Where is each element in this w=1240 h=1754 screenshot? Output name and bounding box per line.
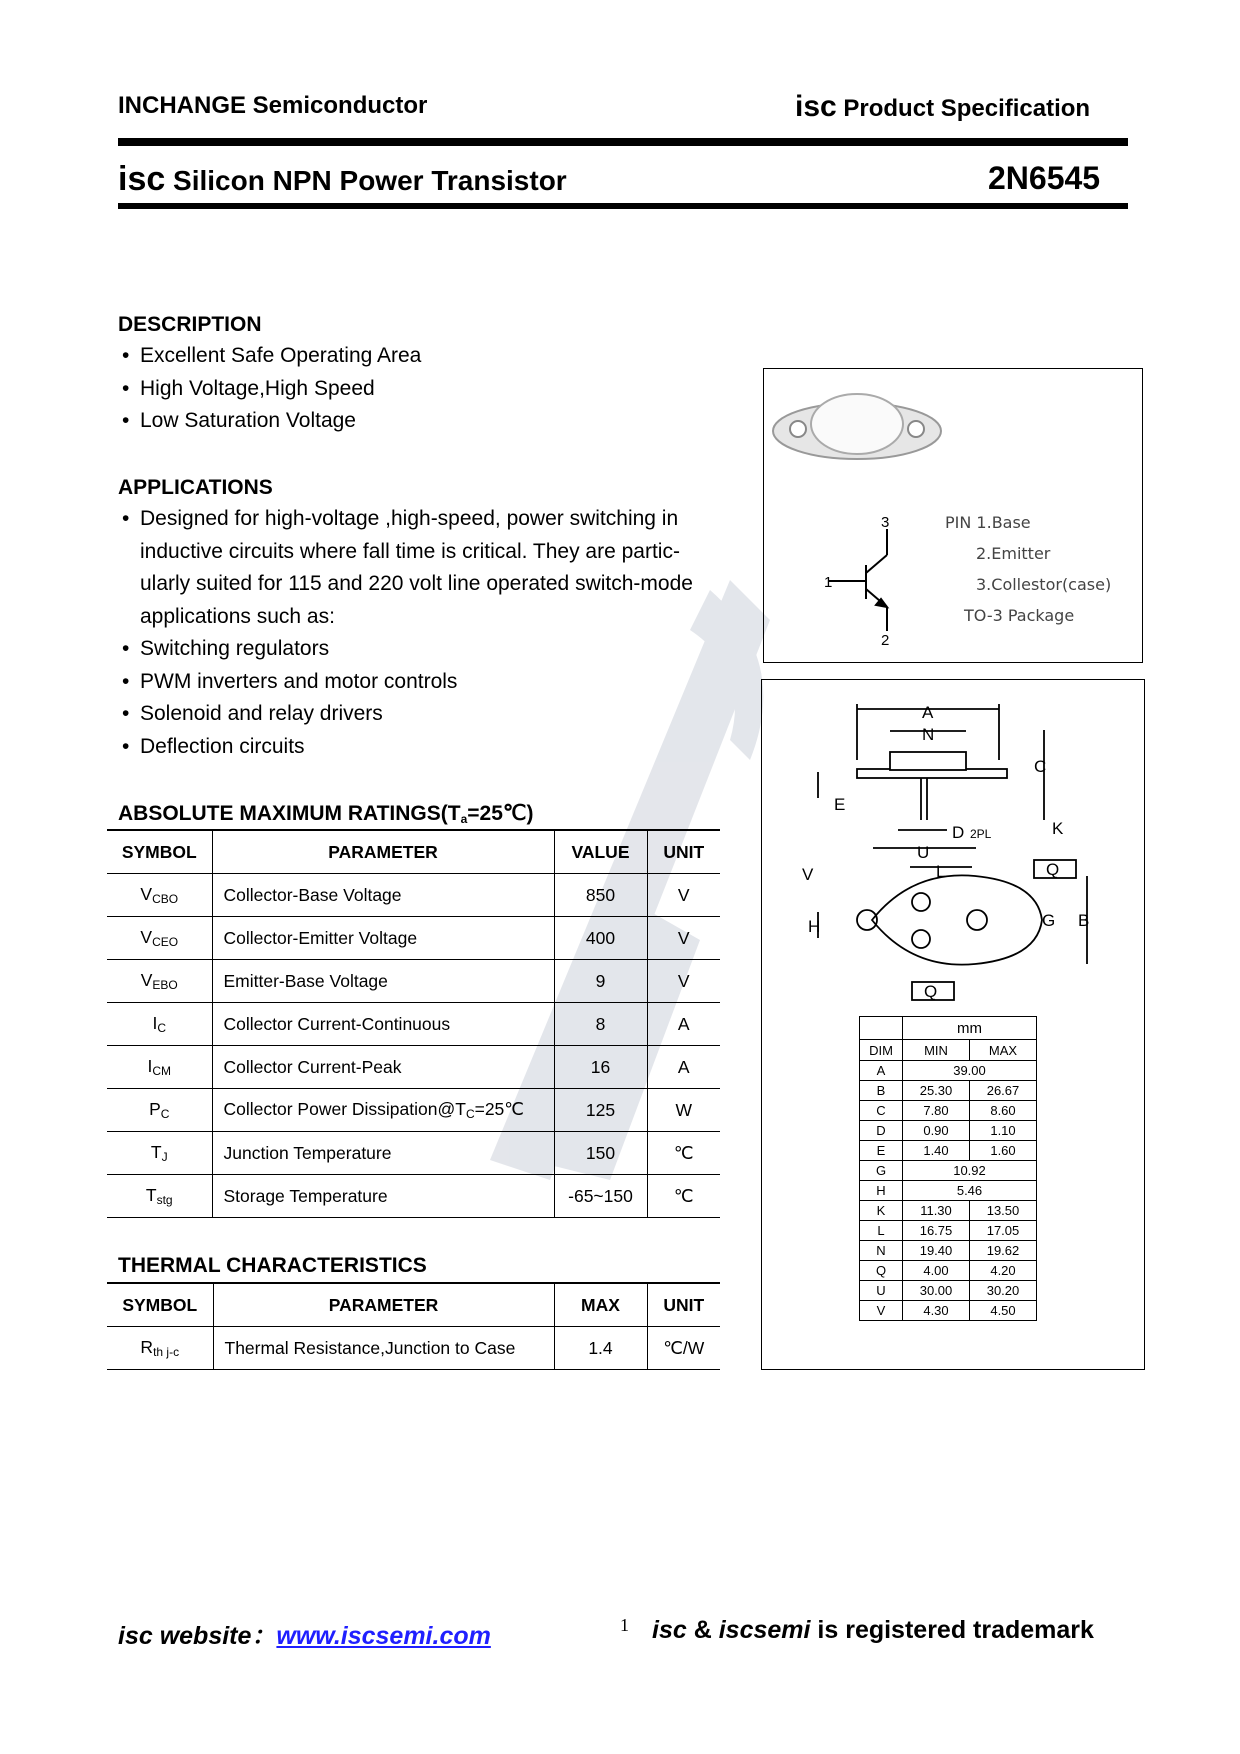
table-row xyxy=(107,1003,720,1046)
value-cell: 850 xyxy=(554,874,647,917)
applications-list xyxy=(118,503,748,763)
value-cell: 16 xyxy=(554,1046,647,1089)
isc-mark: isc xyxy=(118,160,166,198)
footer-website xyxy=(118,1616,491,1652)
dim-cell: Q xyxy=(860,1261,903,1281)
parameter-cell: Collector-Emitter Voltage xyxy=(212,917,554,960)
description-heading: DESCRIPTION xyxy=(118,313,262,336)
dim-min-cell: 11.30 xyxy=(903,1201,970,1221)
list-item-cont: ularly suited for 115 and 220 volt line operated switch-mode xyxy=(140,572,693,595)
dimension-row xyxy=(860,1221,1037,1241)
package-label: TO-3 Package xyxy=(964,606,1075,625)
dim-min-cell: 16.75 xyxy=(903,1221,970,1241)
dimension-row xyxy=(860,1281,1037,1301)
dim-label-b: B xyxy=(1078,911,1090,930)
table-row xyxy=(107,874,720,917)
unit-cell: ℃ xyxy=(647,1132,720,1175)
symbol-sub: C xyxy=(157,1021,167,1035)
symbol-cell xyxy=(107,917,212,960)
list-item: • High Voltage,High Speed xyxy=(118,373,718,406)
dim-label-q-top: Q xyxy=(1046,860,1060,879)
symbol: T xyxy=(145,1185,157,1205)
page-number: 1 xyxy=(620,1615,629,1635)
unit-cell: ℃ xyxy=(647,1175,720,1218)
table-row xyxy=(107,1046,720,1089)
symbol-cell xyxy=(107,874,212,917)
package-pinout-box xyxy=(763,368,1143,663)
symbol: V xyxy=(140,927,153,947)
table-row xyxy=(107,960,720,1003)
dim-cell: V xyxy=(860,1301,903,1321)
applications-heading: APPLICATIONS xyxy=(118,476,273,499)
symbol: I xyxy=(147,1056,153,1076)
dim-label-g: G xyxy=(1042,911,1056,930)
dimension-row xyxy=(860,1081,1037,1101)
dim-min-cell: 19.40 xyxy=(903,1241,970,1261)
dim-max-cell: 17.05 xyxy=(970,1221,1037,1241)
dimension-row xyxy=(860,1121,1037,1141)
col-header: UNIT xyxy=(647,1283,720,1327)
tm-iscsemi: iscsemi xyxy=(718,1616,811,1644)
param-post: =25℃ xyxy=(474,1099,524,1119)
tm-amp: & xyxy=(686,1616,719,1644)
unit-cell: V xyxy=(647,960,720,1003)
dim-min-cell: 1.40 xyxy=(903,1141,970,1161)
symbol-cell xyxy=(107,960,212,1003)
list-item: • Low Saturation Voltage xyxy=(118,405,718,438)
dim-cell: C xyxy=(860,1101,903,1121)
table-row xyxy=(107,1327,720,1370)
website-label: isc website： xyxy=(118,1622,277,1650)
tm-isc: isc xyxy=(652,1616,687,1644)
col-header: DIM xyxy=(860,1040,903,1061)
unit-cell: V xyxy=(647,917,720,960)
unit-label: mm xyxy=(903,1017,1037,1040)
dim-label-u: U xyxy=(917,843,930,862)
table-row xyxy=(107,917,720,960)
parameter-cell: Collector-Base Voltage xyxy=(212,874,554,917)
dim-min-cell: 7.80 xyxy=(903,1101,970,1121)
dim-value-cell: 10.92 xyxy=(903,1161,1037,1181)
dim-cell: L xyxy=(860,1221,903,1241)
symbol: T xyxy=(150,1142,162,1162)
title-text: Silicon NPN Power Transistor xyxy=(173,165,567,196)
table-header-row xyxy=(107,830,720,874)
dim-label-k: K xyxy=(1052,819,1064,838)
pin-title: PIN 1.Base xyxy=(945,513,1031,532)
value-cell: 150 xyxy=(554,1132,647,1175)
unit-cell: V xyxy=(647,874,720,917)
parameter-cell: Collector Current-Peak xyxy=(212,1046,554,1089)
abs-max-table xyxy=(107,829,720,1218)
npn-transistor-symbol xyxy=(828,529,887,631)
dimension-row xyxy=(860,1101,1037,1121)
value-cell: 125 xyxy=(554,1089,647,1132)
parameter-cell: Emitter-Base Voltage xyxy=(212,960,554,1003)
dim-cell: N xyxy=(860,1241,903,1261)
symbol: V xyxy=(140,970,153,990)
dim-cell: D xyxy=(860,1121,903,1141)
symbol-cell xyxy=(107,1089,212,1132)
table-header-row xyxy=(107,1283,720,1327)
dimension-row xyxy=(860,1261,1037,1281)
symbol-sub: EBO xyxy=(152,978,178,992)
list-item: • Solenoid and relay drivers xyxy=(118,698,748,731)
symbol: P xyxy=(149,1099,161,1119)
param-sub: C xyxy=(465,1107,475,1121)
dim-cell: B xyxy=(860,1081,903,1101)
pin-num-2: 2 xyxy=(881,632,890,649)
dimension-diagram xyxy=(762,680,1144,1369)
abs-max-heading-sub: a xyxy=(460,812,468,826)
dim-label-l: L xyxy=(936,862,946,881)
dim-cell: H xyxy=(860,1181,903,1201)
list-item-cont: inductive circuits where fall time is critical. They are partic- xyxy=(140,539,680,563)
parameter-cell: Storage Temperature xyxy=(212,1175,554,1218)
col-header: PARAMETER xyxy=(212,830,554,874)
list-item-cont: applications such as: xyxy=(140,604,335,628)
title-rule xyxy=(118,203,1128,209)
table-row xyxy=(107,1132,720,1175)
header-rule xyxy=(118,138,1128,146)
dimension-drawing-box xyxy=(761,679,1145,1370)
table-row xyxy=(107,1175,720,1218)
dim-min-cell: 4.00 xyxy=(903,1261,970,1281)
symbol-cell xyxy=(107,1175,212,1218)
symbol-sub: CBO xyxy=(152,892,179,906)
dim-label-h: H xyxy=(808,917,821,936)
footer-trademark xyxy=(652,1616,1094,1645)
symbol-sub: stg xyxy=(156,1193,173,1207)
parameter-cell xyxy=(212,1089,554,1132)
symbol-cell xyxy=(107,1327,213,1370)
value-cell: 400 xyxy=(554,917,647,960)
dimension-row xyxy=(860,1241,1037,1261)
abs-max-heading-post: =25℃) xyxy=(467,802,534,825)
table-header-row xyxy=(860,1017,1037,1040)
dimension-row xyxy=(860,1141,1037,1161)
dim-max-cell: 19.62 xyxy=(970,1241,1037,1261)
param-text: Collector Power Dissipation@T xyxy=(223,1099,466,1119)
dim-cell: E xyxy=(860,1141,903,1161)
description-list xyxy=(118,340,718,438)
pin-num-3: 3 xyxy=(881,514,890,531)
col-header: MAX xyxy=(970,1040,1037,1061)
tm-rest: is registered trademark xyxy=(810,1616,1094,1644)
spec-label xyxy=(795,90,1090,124)
dim-max-cell: 1.10 xyxy=(970,1121,1037,1141)
dim-min-cell: 4.30 xyxy=(903,1301,970,1321)
list-item: • Deflection circuits xyxy=(118,731,748,764)
symbol: I xyxy=(152,1013,158,1033)
dimension-row xyxy=(860,1161,1037,1181)
dim-label-n: N xyxy=(922,725,935,744)
thermal-heading: THERMAL CHARACTERISTICS xyxy=(118,1254,427,1277)
pin-3-label: 3.Collestor(case) xyxy=(976,575,1112,594)
dim-cell: G xyxy=(860,1161,903,1181)
package-diagram xyxy=(764,369,1142,662)
list-item: • Excellent Safe Operating Area xyxy=(118,340,718,373)
doc-title xyxy=(118,160,567,199)
symbol-sub: th j-c xyxy=(153,1345,180,1359)
dim-label-d: D xyxy=(952,823,965,842)
isc-mark: isc xyxy=(795,90,837,123)
dim-label-v: V xyxy=(802,865,814,884)
symbol-sub: CEO xyxy=(152,935,179,949)
dim-max-cell: 26.67 xyxy=(970,1081,1037,1101)
dim-max-cell: 13.50 xyxy=(970,1201,1037,1221)
dim-max-cell: 4.50 xyxy=(970,1301,1037,1321)
symbol-cell xyxy=(107,1003,212,1046)
symbol-sub: CM xyxy=(152,1064,172,1078)
parameter-cell: Thermal Resistance,Junction to Case xyxy=(213,1327,554,1370)
symbol-cell xyxy=(107,1046,212,1089)
dimension-row xyxy=(860,1061,1037,1081)
dim-cell: K xyxy=(860,1201,903,1221)
dimension-row xyxy=(860,1201,1037,1221)
symbol-sub: J xyxy=(161,1150,168,1164)
list-item: • PWM inverters and motor controls xyxy=(118,666,748,699)
symbol: R xyxy=(140,1337,154,1357)
dim-label-e: E xyxy=(834,795,846,814)
dimension-row xyxy=(860,1301,1037,1321)
to3-package-icon xyxy=(773,394,941,459)
unit-cell: W xyxy=(647,1089,720,1132)
unit-cell: ℃/W xyxy=(647,1327,720,1370)
col-header: MAX xyxy=(554,1283,647,1327)
symbol: V xyxy=(140,884,153,904)
value-cell: 9 xyxy=(554,960,647,1003)
company-name: INCHANGE Semiconductor xyxy=(118,92,428,119)
dim-max-cell: 8.60 xyxy=(970,1101,1037,1121)
dim-min-cell: 0.90 xyxy=(903,1121,970,1141)
dim-min-cell: 25.30 xyxy=(903,1081,970,1101)
value-cell: -65~150 xyxy=(554,1175,647,1218)
value-cell: 1.4 xyxy=(554,1327,647,1370)
parameter-cell: Collector Current-Continuous xyxy=(212,1003,554,1046)
dim-cell: U xyxy=(860,1281,903,1301)
dim-label-q-bottom: Q xyxy=(924,982,938,1001)
table-header-row xyxy=(860,1040,1037,1061)
list-item: • Designed for high-voltage ,high-speed, power switching in xyxy=(118,503,748,536)
dim-label-2pl: 2PL xyxy=(970,827,992,841)
abs-max-heading-pre: ABSOLUTE MAXIMUM RATINGS(T xyxy=(118,802,461,825)
col-header: VALUE xyxy=(554,830,647,874)
col-header: MIN xyxy=(903,1040,970,1061)
part-number: 2N6545 xyxy=(988,160,1101,196)
col-header: SYMBOL xyxy=(107,1283,213,1327)
dimension-row xyxy=(860,1181,1037,1201)
unit-cell: A xyxy=(647,1003,720,1046)
thermal-table xyxy=(107,1282,720,1370)
col-header: UNIT xyxy=(647,830,720,874)
symbol-cell xyxy=(107,1132,212,1175)
dim-label-c: C xyxy=(1034,757,1047,776)
dimension-table-wrap xyxy=(859,1016,1037,1336)
spec-text: Product Specification xyxy=(843,95,1091,122)
list-item: • Switching regulators xyxy=(118,633,748,666)
dim-max-cell: 30.20 xyxy=(970,1281,1037,1301)
col-header: PARAMETER xyxy=(213,1283,554,1327)
symbol-sub: C xyxy=(160,1107,170,1121)
dimension-table xyxy=(859,1016,1037,1321)
dim-label-a: A xyxy=(922,703,934,722)
col-header: SYMBOL xyxy=(107,830,212,874)
side-view xyxy=(818,704,1047,830)
parameter-cell: Junction Temperature xyxy=(212,1132,554,1175)
value-cell: 8 xyxy=(554,1003,647,1046)
unit-cell: A xyxy=(647,1046,720,1089)
website-link[interactable]: www.iscsemi.com xyxy=(276,1622,491,1650)
dim-min-cell: 30.00 xyxy=(903,1281,970,1301)
abs-max-heading xyxy=(118,801,533,826)
pin-num-1: 1 xyxy=(824,574,833,591)
table-row xyxy=(107,1089,720,1132)
dim-value-cell: 5.46 xyxy=(903,1181,1037,1201)
dim-value-cell: 39.00 xyxy=(903,1061,1037,1081)
dim-cell: A xyxy=(860,1061,903,1081)
dim-max-cell: 1.60 xyxy=(970,1141,1037,1161)
dim-max-cell: 4.20 xyxy=(970,1261,1037,1281)
pin-2-label: 2.Emitter xyxy=(976,544,1051,563)
